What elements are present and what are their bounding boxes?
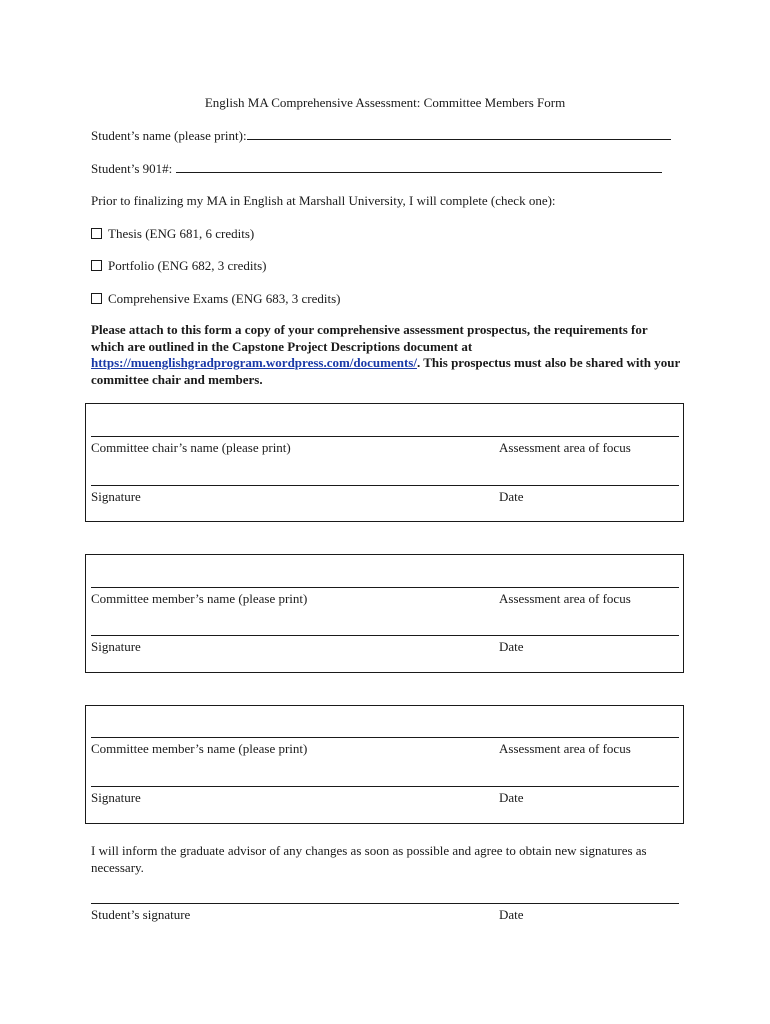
signature-row [91, 635, 679, 654]
prospectus-note [91, 322, 681, 388]
option-portfolio[interactable] [91, 258, 267, 274]
signature-row [91, 485, 679, 504]
signature-field[interactable] [91, 786, 679, 787]
date-label: Date [499, 489, 524, 504]
student-name-label: Student’s name (please print): [91, 128, 247, 143]
checkbox-icon[interactable] [91, 228, 102, 239]
note-text-before: Please attach to this form a copy of your comprehensive assessment prospectus, the requirements for which are outlined in the Capstone Project Descriptions document at [91, 322, 648, 354]
signature-label: Signature [91, 790, 141, 805]
name-label: Committee member’s name (please print) [91, 741, 308, 756]
student-901-field[interactable] [176, 160, 662, 173]
option-exams[interactable] [91, 291, 341, 307]
focus-label: Assessment area of focus [499, 591, 631, 606]
checkbox-icon[interactable] [91, 260, 102, 271]
name-label: Committee chair’s name (please print) [91, 440, 291, 455]
note-text-after: . This prospectus must also be shared with your committee chair and members. [91, 355, 681, 387]
prior-text: Prior to finalizing my MA in English at Marshall University, I will complete (check one): [91, 193, 556, 208]
student-901-label: Student’s 901#: [91, 161, 173, 176]
signature-field[interactable] [91, 635, 679, 636]
signature-field[interactable] [91, 485, 679, 486]
option-thesis-label: Thesis (ENG 681, 6 credits) [108, 226, 255, 241]
date-label: Date [499, 907, 524, 922]
student-signature-row [91, 903, 679, 922]
focus-label: Assessment area of focus [499, 440, 631, 455]
focus-label: Assessment area of focus [499, 741, 631, 756]
option-portfolio-label: Portfolio (ENG 682, 3 credits) [108, 258, 267, 273]
name-row [91, 587, 679, 606]
committee-member-box [85, 705, 684, 824]
signature-label: Signature [91, 489, 141, 504]
date-label: Date [499, 639, 524, 654]
committee-chair-box [85, 403, 684, 522]
documents-link[interactable]: https://muenglishgradprogram.wordpress.com/documents/ [91, 355, 417, 370]
signature-row [91, 786, 679, 805]
name-row [91, 436, 679, 455]
signature-label: Signature [91, 639, 141, 654]
name-field[interactable] [91, 587, 679, 588]
date-label: Date [499, 790, 524, 805]
committee-member-box [85, 554, 684, 673]
name-label: Committee member’s name (please print) [91, 591, 308, 606]
checkbox-icon[interactable] [91, 293, 102, 304]
student-name-line [91, 127, 671, 144]
student-signature-label: Student’s signature [91, 907, 191, 922]
option-thesis[interactable] [91, 226, 254, 242]
student-signature-field[interactable] [91, 903, 679, 904]
form-title: English MA Comprehensive Assessment: Committee Members Form [204, 95, 566, 110]
student-name-field[interactable] [247, 127, 671, 140]
option-exams-label: Comprehensive Exams (ENG 683, 3 credits) [108, 291, 341, 306]
name-field[interactable] [91, 737, 679, 738]
name-field[interactable] [91, 436, 679, 437]
name-row [91, 737, 679, 756]
student-901-line [91, 160, 662, 177]
closing-statement: I will inform the graduate advisor of any changes as soon as possible and agree to obtain new signatures as necessary. [91, 843, 647, 875]
